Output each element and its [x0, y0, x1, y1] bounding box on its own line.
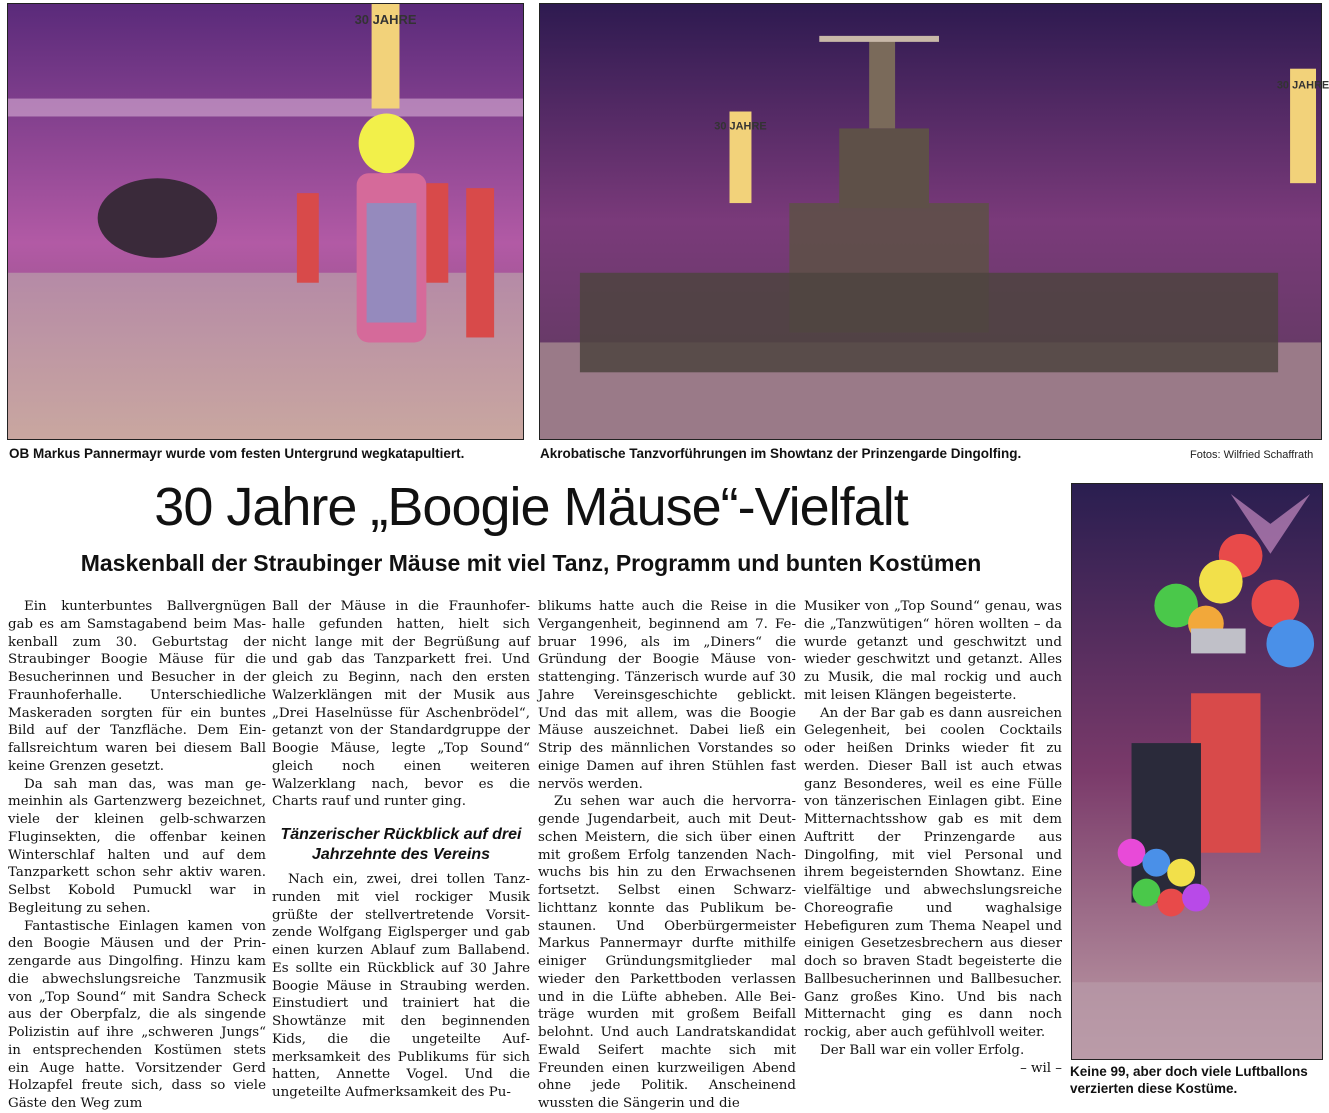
paragraph: Nach ein, zwei, drei tollen Tanzrunden mit viel rockiger Musik grüßte der stellvertretende Vorsitzende Wolfgang Eiglsperger und gab einen kurzen Ablauf zum Ballabend. Es sollte ein Rückblick auf 30 Jahre Boogie Mäuse in Straubing werden. Einstudiert und trainiert hat die Showtänze mit den beginnenden Kids, die die ungeteilte Aufmerksamkeit des Publikums für sich hatten, Annette Vogel. Und die ungeteilte Aufmerksamkeit des Pu- — [272, 872, 530, 1100]
svg-text:30 JAHRE: 30 JAHRE — [714, 120, 767, 133]
acrobatic-pyramid-photo — [539, 3, 1329, 440]
article-subheadline: Maskenball der Straubinger Mäuse mit viel Tanz, Programm und bunten Kostümen — [80, 550, 982, 576]
article-column-3 — [538, 598, 796, 1113]
article-column-2 — [272, 598, 530, 1102]
paragraph: Fantastische Einlagen kamen von den Boogie Mäusen und der Prinzengarde aus Dingolfing. Hinzu kam die abwechslungsreiche Tanzmusik von „Top Sound“ mit Sandra Scheck aus der Oberpfalz, die als singende Polizistin auf ihre „schweren Jungs“ in entsprechenden Kostümen stets ein Auge hatte. Vorsitzender Gerd Holzapfel freute sich, dass so viele Gäste den Weg zum — [8, 918, 266, 1111]
photo-caption-right — [1070, 1063, 1308, 1097]
photo-pyramid-icon — [540, 4, 1329, 439]
paragraph: Zu sehen war auch die hervorragende Jugendarbeit, auch mit Deutschen Meistern, die sich über einen mit großem Erfolg tanzenden Nachwuchs bis hin zu den Erwachsenen fortsetzt. Selbst einen Schwarzlichttanz konnte das Publikum bestaunen. Und Oberbürgermeister Markus Pannermayr durfte mithilfe einiger Gründungsmitglieder mal wieder den Parkettboden verlassen und in die Lüfte abheben. Alle Beiträge wurden mit großem Beifall belohnt. Und auch Landratskandidat Ewald Seifert machte sich mit Freunden einen kurzweiligen Abend ohne jede Politik. Anscheinend wussten die Sängerin und die — [538, 794, 796, 1111]
svg-text:30 JAHRE: 30 JAHRE — [1276, 79, 1329, 92]
photo-credit: Fotos: Wilfried Schaffrath — [1190, 449, 1314, 461]
balloon-costume-photo — [1071, 483, 1323, 1060]
paragraph: blikums hatte auch die Reise in die Vergangenheit, beginnend am 7. Februar 1996, als im „Diners“ die Gründung der Boogie Mäuse vonstattenging. Tänzerisch wurde auf 30 Jahre Vereinsgeschichte geblickt. Und das mit allem, was die Boogie Mäuse auszeichnet. Dabei ließ ein Strip des männlichen Vorstandes so einige Damen auf ihren Stühlen fast nervös werden. — [538, 599, 796, 792]
clown-dance-photo — [7, 3, 524, 440]
article-headline: 30 Jahre „Boogie Mäuse“-Vielfalt — [154, 477, 908, 537]
photo-clown-icon — [8, 4, 523, 439]
photo-caption-left: OB Markus Pannermayr wurde vom festen Untergrund wegkatapultiert. — [9, 446, 465, 461]
photo-caption-right-line2: verzierten diese Kostüme. — [1070, 1081, 1238, 1096]
article-column-1 — [8, 598, 266, 1113]
paragraph: Ball der Mäuse in die Fraunhoferhalle gefunden hatten, hielt sich nicht lange mit der Begrüßung auf und gab das Tanzparkett frei. Und gleich zu Beginn, nach den ersten Walzerklängen mit der Musik aus „Drei Haselnüsse für Aschenbrödel“, getanzt von der Standardgruppe der Boogie Mäuse, legte „Top Sound“ gleich noch einen weiteren Walzerklang nach, bevor es die Charts rauf und runter ging. — [272, 599, 530, 810]
paragraph: Da sah man das, was man gemeinhin als Gartenzwerg bezeichnet, viele der kleinen gelb-schwarzen Fluginsekten, die offenbar keinen Winterschlaf halten und auf dem Tanzparkett schon sehr aktiv waren. Selbst Kobold Pumuckl war in Begleitung zu sehen. — [8, 776, 266, 916]
paragraph: An der Bar gab es dann ausreichen Gelegenheit, bei coolen Cocktails oder heißen Drinks wieder fit zu werden. Dieser Ball ist auch etwas ganz Besonderes, weil es eine Fülle von tänzerischen Einlagen gibt. Eine Mitternachtsshow gab es mit dem Auftritt der Prinzengarde aus Dingolfing, mit viel Personal und ihrem begeisternden Showtanz. Eine vielfältige und abwechslungsreiche Choreografie und waghalsige Hebefiguren zum Thema Neapel und einigen Gesetzesbrechern aus dieser doch so braven Stadt begeisterte die Ballbesucherinnen und Ballbesucher. Ganz großes Kino. Und bis nach Mitternacht ging es dann noch rockig, aber auch gefühlvoll weiter. — [804, 705, 1062, 1040]
svg-text:30 JAHRE: 30 JAHRE — [354, 11, 417, 27]
paragraph: Der Ball war ein voller Erfolg. — [820, 1042, 1025, 1058]
photo-caption-middle: Akrobatische Tanzvorführungen im Showtanz der Prinzengarde Dingolfing. — [540, 446, 1022, 461]
paragraph: Musiker von „Top Sound“ genau, was die „Tanzwütigen“ hören wollten – da wurde getanzt und geschwitzt und wieder geschwitzt und getanzt. Alles zu Musik, die mal rockig und auch mit leisen Klängen begeisterte. — [804, 599, 1062, 703]
section-subhead: Tänzerischer Rückblick auf drei Jahrzehnte des Vereins — [280, 826, 522, 863]
author-signature: – wil – — [1020, 1060, 1062, 1076]
paragraph: Ein kunterbuntes Ballvergnügen gab es am Samstagabend beim Maskenball zum 30. Geburtstag der Straubinger Boogie Mäuse für die Besucherinnen und Besucher in der Fraunhoferhalle. Unterschiedliche Maskeraden sorgten für ein buntes Bild auf der Tanzfläche. Dem Einfallsreichtum waren bei diesem Ball keine Grenzen gesetzt. — [8, 599, 266, 774]
article-column-4 — [804, 598, 1062, 1077]
photo-balloons-icon — [1072, 484, 1322, 1059]
photo-caption-right-line1: Keine 99, aber doch viele Luftballons — [1070, 1064, 1308, 1079]
